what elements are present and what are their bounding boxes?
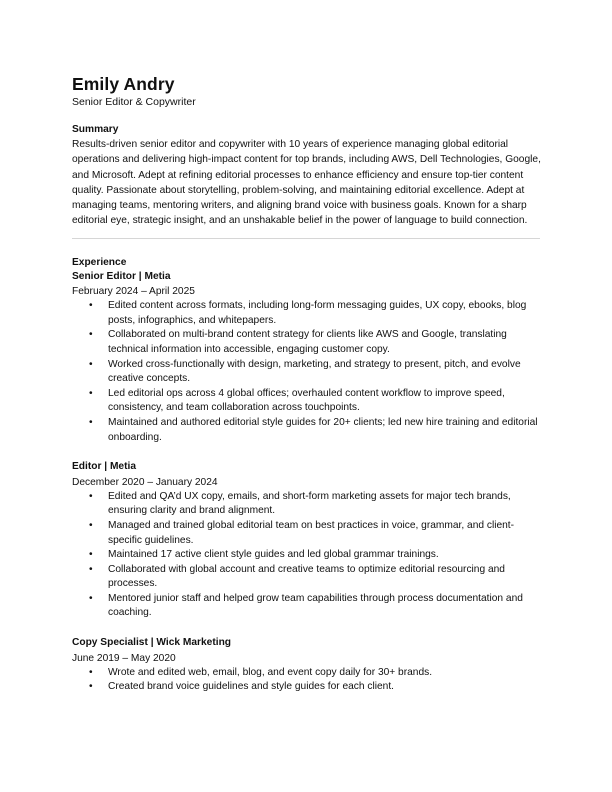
experience-list <box>72 270 542 695</box>
bullet-item <box>72 490 542 519</box>
bullet-icon: • <box>89 519 93 531</box>
resume-page <box>72 73 542 695</box>
job-dates: February 2024 – April 2025 <box>72 286 195 298</box>
bullet-icon: • <box>89 592 93 604</box>
candidate-name: Emily Andry <box>72 74 175 94</box>
job-entry-copy-specialist-wick <box>72 636 542 695</box>
bullet-icon: • <box>89 666 93 678</box>
bullet-icon: • <box>89 681 93 693</box>
bullet-icon: • <box>89 387 93 399</box>
bullet-icon: • <box>89 329 93 341</box>
bullet-item <box>72 563 542 592</box>
bullet-icon: • <box>89 490 93 502</box>
experience-heading: Experience <box>72 256 127 268</box>
bullet-text: Worked cross-functionally with design, marketing, and strategy to present, pitch, and evolve creative concepts. <box>108 358 521 385</box>
job-entry-editor-metia <box>72 460 542 621</box>
bullet-icon: • <box>89 549 93 561</box>
bullet-text: Created brand voice guidelines and style guides for each client. <box>108 681 394 693</box>
bullet-item <box>72 416 542 445</box>
summary-heading: Summary <box>72 124 119 135</box>
bullet-item <box>72 519 542 548</box>
bullet-text: Maintained and authored editorial style guides for 20+ clients; led new hire training and editorial onboarding. <box>108 417 538 443</box>
bullet-text: Maintained 17 active client style guides and led global grammar trainings. <box>108 549 439 561</box>
bullet-icon: • <box>89 358 93 370</box>
bullet-text: Managed and trained global editorial team on best practices in voice, grammar, and client-specific guidelines. <box>108 519 515 546</box>
job-title: Senior Editor | Metia <box>72 270 171 282</box>
job-title: Copy Specialist | Wick Marketing <box>72 637 232 649</box>
bullet-item <box>72 299 542 328</box>
bullet-text: Edited content across formats, including long-form messaging guides, UX copy, ebooks, blog posts, infographics, and whitepapers. <box>108 300 527 326</box>
summary-text: Results-driven senior editor and copywriter with 10 years of experience managing global editorial operations and delivering high-impact content for top brands, including AWS, Dell Technologies, Google, and Microsoft. Adept at refining editorial processes to enhance efficiency and ensure top-tier content quality. Passionate about storytelling, problem-solving, and maintaining editorial excellence. Adept at managing teams, mentoring writers, and aligning brand voice with business goals. Known for a sharp editorial eye, strategic insight, and an unshakable belief in the power of language to build connection. <box>72 139 541 227</box>
bullet-icon: • <box>89 417 93 429</box>
bullet-item <box>72 680 542 695</box>
bullet-item <box>72 328 542 357</box>
job-bullets <box>72 666 542 695</box>
job-entry-senior-editor-metia <box>72 270 542 445</box>
bullet-text: Mentored junior staff and helped grow team capabilities through process documentation and coaching. <box>108 592 523 619</box>
bullet-text: Led editorial ops across 4 global offices; overhauled content workflow to improve speed, consistency, and team collaboration across touchpoints. <box>108 387 505 414</box>
job-dates: December 2020 – January 2024 <box>72 476 218 488</box>
bullet-item <box>72 666 542 681</box>
bullet-item <box>72 592 542 621</box>
job-dates: June 2019 – May 2020 <box>72 652 176 664</box>
bullet-text: Wrote and edited web, email, blog, and event copy daily for 30+ brands. <box>108 666 433 678</box>
bullet-item <box>72 358 542 387</box>
bullet-icon: • <box>89 563 93 575</box>
bullet-text: Collaborated with global account and creative teams to optimize editorial resourcing and processes. <box>108 563 505 590</box>
bullet-text: Collaborated on multi-brand content strategy for clients like AWS and Google, translating technical information into accessible, engaging customer copy. <box>108 329 507 356</box>
section-divider <box>72 238 540 239</box>
bullet-item <box>72 387 542 416</box>
bullet-icon: • <box>89 300 93 312</box>
job-title: Editor | Metia <box>72 461 136 473</box>
job-bullets <box>72 490 542 621</box>
bullet-text: Edited and QA’d UX copy, emails, and short-form marketing assets for major tech brands, ensuring clarity and brand alignment. <box>108 490 511 517</box>
job-bullets <box>72 299 542 445</box>
bullet-item <box>72 548 542 563</box>
candidate-role: Senior Editor & Copywriter <box>72 96 196 108</box>
